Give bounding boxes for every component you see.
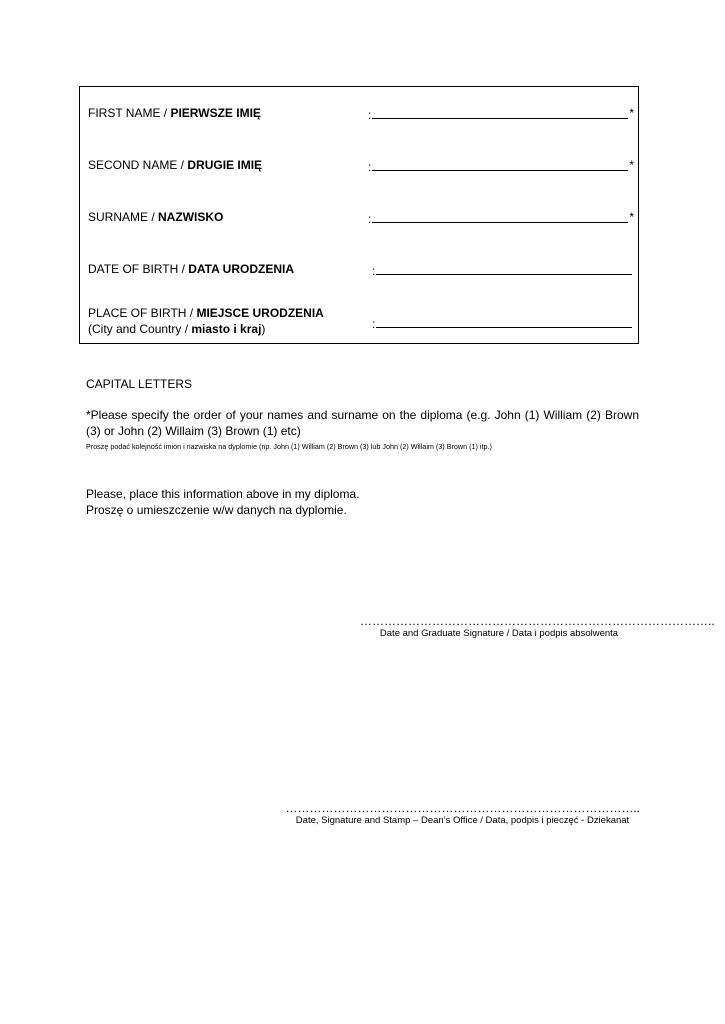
surname-label-pl: NAZWISKO xyxy=(158,210,224,224)
placement-request-pl: Proszę o umieszczenie w/w danych na dyplomie. xyxy=(86,503,347,517)
second-name-label-pl: DRUGIE IMIĘ xyxy=(187,158,263,172)
graduate-signature-line: …………………………………………………………………………….. xyxy=(360,614,715,628)
personal-data-form xyxy=(79,86,639,344)
second-name-colon: : xyxy=(368,160,372,174)
required-asterisk: * xyxy=(629,158,635,172)
place-of-birth-colon: : xyxy=(372,317,376,331)
surname-field[interactable] xyxy=(368,210,634,226)
dean-signature-line: …………………………………………………………………………….. xyxy=(285,801,640,815)
date-of-birth-label xyxy=(88,262,294,276)
place-of-birth-label-en: PLACE OF BIRTH / xyxy=(88,306,197,320)
graduate-signature-block xyxy=(360,614,715,639)
second-name-row xyxy=(88,158,635,178)
place-of-birth-sublabel-en: (City and Country / xyxy=(88,322,192,336)
first-name-colon: : xyxy=(368,108,372,122)
place-of-birth-sublabel-pl: miasto i kraj xyxy=(191,322,262,336)
place-of-birth-label xyxy=(88,305,324,337)
dean-signature-block xyxy=(285,801,640,826)
dean-signature-caption: Date, Signature and Stamp – Dean’s Office / Data, podpis i pieczęć - Dziekanat xyxy=(295,815,630,826)
graduate-signature-caption: Date and Graduate Signature / Data i podpis absolwenta xyxy=(379,628,619,639)
place-of-birth-sublabel-end: ) xyxy=(261,322,266,336)
first-name-label-en: FIRST NAME / xyxy=(88,106,171,120)
place-of-birth-row xyxy=(88,305,630,339)
date-of-birth-label-en: DATE OF BIRTH / xyxy=(88,262,189,276)
capital-letters-note: CAPITAL LETTERS xyxy=(86,377,193,391)
date-of-birth-row xyxy=(88,262,630,282)
first-name-row xyxy=(88,106,635,126)
second-name-label xyxy=(88,158,262,172)
surname-label-en: SURNAME / xyxy=(88,210,159,224)
first-name-field[interactable] xyxy=(368,106,634,122)
place-of-birth-line[interactable] xyxy=(376,315,632,328)
required-asterisk: * xyxy=(629,210,635,224)
date-of-birth-colon: : xyxy=(372,264,376,278)
name-order-instruction-pl: Proszę podać kolejność imion i nazwiska na dyplomie (np. John (1) William (2) Brown (3) lub John (2) Willaim (3) Brown (1) itp.) xyxy=(86,442,492,451)
name-order-instruction: *Please specify the order of your names and surname on the diploma (e.g. John (1) William (2) Brown (3) or John (2) Willaim (3) Brown (1) etc) xyxy=(86,408,639,438)
placement-request xyxy=(86,486,639,518)
placement-request-en: Please, place this information above in my diploma. xyxy=(86,487,360,501)
first-name-line[interactable] xyxy=(372,106,628,119)
surname-colon: : xyxy=(368,212,372,226)
date-of-birth-line[interactable] xyxy=(376,262,632,275)
first-name-label-pl: PIERWSZE IMIĘ xyxy=(170,106,261,120)
place-of-birth-field[interactable] xyxy=(372,315,632,331)
second-name-label-en: SECOND NAME / xyxy=(88,158,188,172)
surname-line[interactable] xyxy=(372,210,628,223)
place-of-birth-label-pl: MIEJSCE URODZENIA xyxy=(196,306,324,320)
required-asterisk: * xyxy=(629,106,635,120)
surname-label xyxy=(88,210,223,224)
surname-row xyxy=(88,210,635,230)
second-name-line[interactable] xyxy=(372,158,628,171)
second-name-field[interactable] xyxy=(368,158,634,174)
date-of-birth-field[interactable] xyxy=(372,262,632,278)
first-name-label xyxy=(88,106,261,120)
date-of-birth-label-pl: DATA URODZENIA xyxy=(188,262,295,276)
